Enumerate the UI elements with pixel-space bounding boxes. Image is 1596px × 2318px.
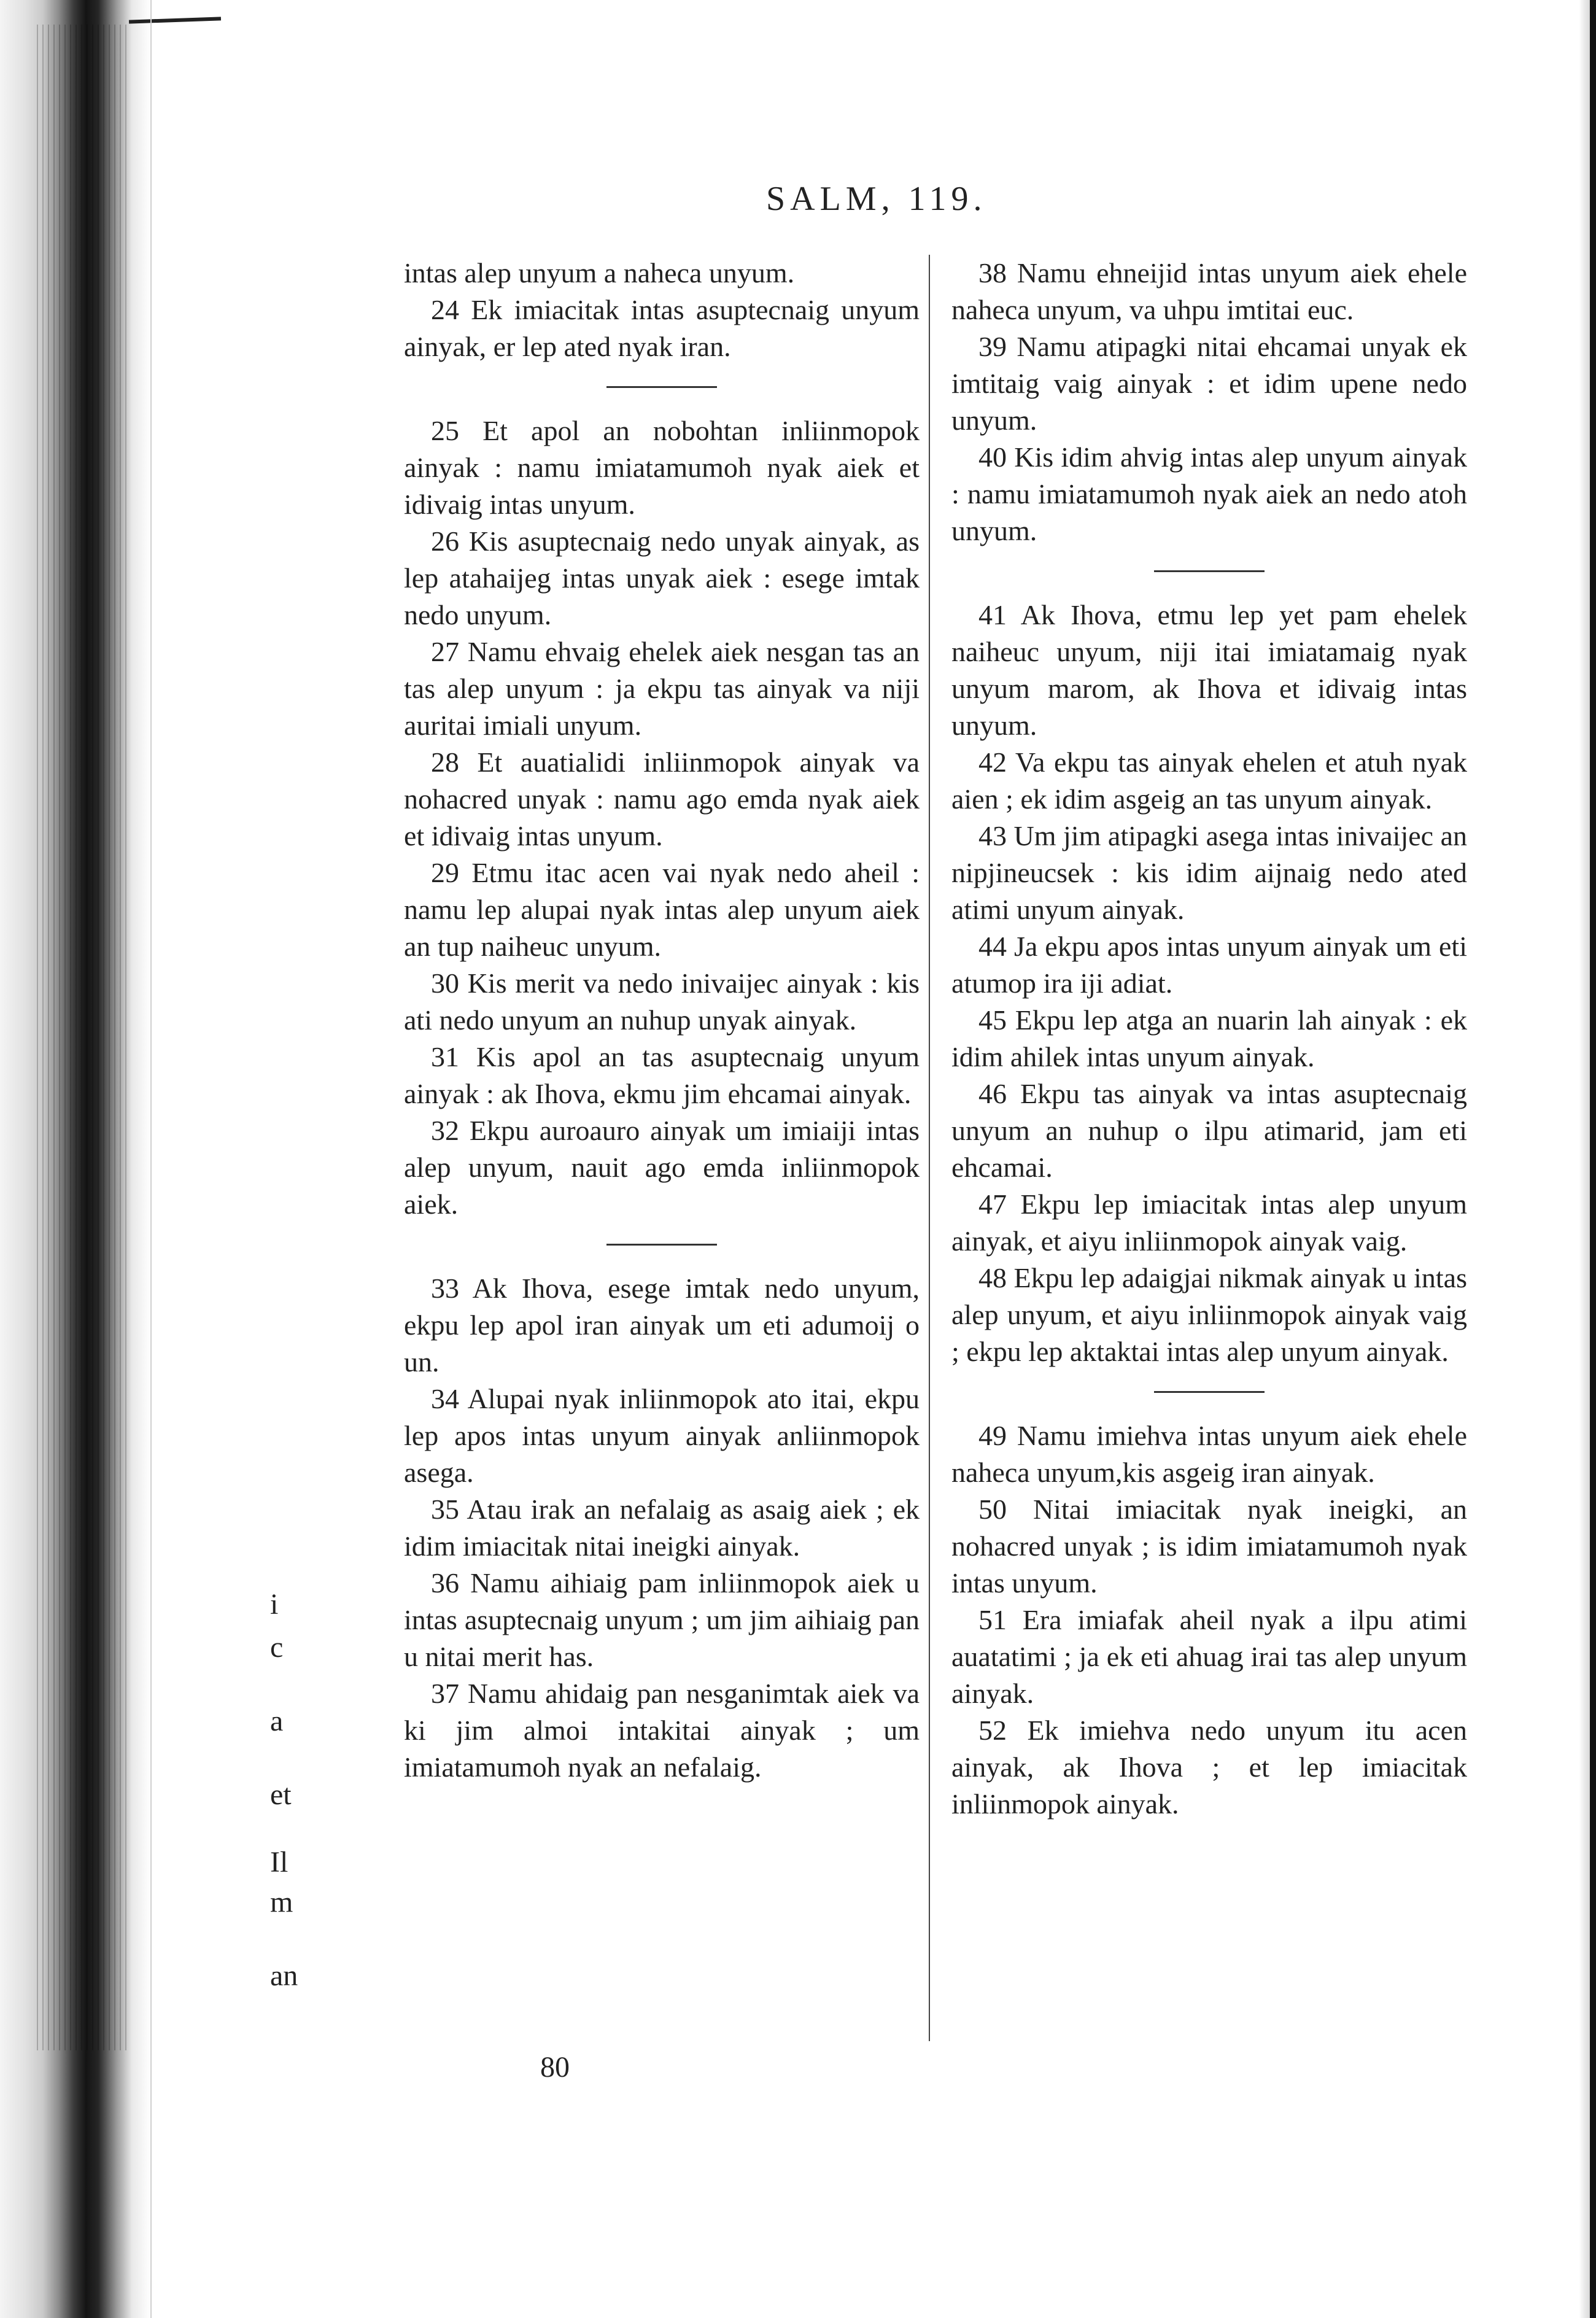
verse-paragraph: 46 Ekpu tas ainyak va intas asuptecnaig unyum an nuhup o ilpu atimarid, jam eti ehcamai. — [951, 1078, 1467, 1183]
column-divider — [929, 255, 930, 2041]
verse-paragraph: 25 Et apol an nobohtan inliinmopok ainyak : namu imiatamumoh nyak aiek et idivaig intas unyum. — [404, 415, 920, 520]
verse-paragraph: 38 Namu ehneijid intas unyum aiek ehele naheca unyum, va uhpu imtitai euc. — [951, 257, 1467, 325]
verse-paragraph: intas alep unyum a naheca unyum. — [404, 257, 795, 289]
verse-paragraph: 24 Ek imiacitak intas asuptecnaig unyum ainyak, er lep ated nyak iran. — [404, 294, 920, 362]
verse-paragraph: 47 Ekpu lep imiacitak intas alep unyum ainyak, et aiyu inliinmopok ainyak vaig. — [951, 1188, 1467, 1257]
right-scan-border — [1590, 0, 1596, 2318]
verse-paragraph: 32 Ekpu auroauro ainyak um imiaiji intas alep unyum, nauit ago emda inliinmopok aiek. — [404, 1115, 920, 1220]
verse-paragraph: 35 Atau irak an nefalaig as asaig aiek ; ek idim imiacitak nitai ineigki ainyak. — [404, 1494, 920, 1562]
margin-fragment: et — [270, 1778, 292, 1811]
verse-paragraph: 36 Namu aihiaig pam inliinmopok aiek u intas asuptecnaig unyum ; um jim aihiaig pan u nitai merit has. — [404, 1567, 920, 1672]
margin-fragment: c — [270, 1631, 284, 1664]
verse-paragraph: 29 Etmu itac acen vai nyak nedo aheil : namu lep alupai nyak intas alep unyum aiek an tup naiheuc unyum. — [404, 857, 920, 962]
verse-paragraph: 44 Ja ekpu apos intas unyum ainyak um eti atumop ira iji adiat. — [951, 931, 1467, 999]
verse-paragraph: 52 Ek imiehva nedo unyum itu acen ainyak, ak Ihova ; et lep imiacitak inliinmopok ainyak. — [951, 1715, 1467, 1820]
margin-fragment: an — [270, 1959, 298, 1992]
margin-fragment: a — [270, 1705, 284, 1737]
right-page-shadow — [1579, 0, 1590, 2318]
verse-paragraph: 27 Namu ehvaig ehelek aiek nesgan tas an tas alep unyum : ja ekpu tas ainyak va niji auritai imiali unyum. — [404, 636, 920, 741]
verse-paragraph: 34 Alupai nyak inliinmopok ato itai, ekpu lep apos intas unyum ainyak anliinmopok asega. — [404, 1383, 920, 1488]
verse-paragraph: 49 Namu imiehva intas unyum aiek ehele naheca unyum,kis asgeig iran ainyak. — [951, 1420, 1467, 1488]
page-header: SALM, 119. — [766, 180, 987, 218]
verse-paragraph: 40 Kis idim ahvig intas alep unyum ainyak : namu imiatamumoh nyak aiek an nedo atoh unyum. — [951, 441, 1467, 546]
verse-paragraph: 37 Namu ahidaig pan nesganimtak aiek va ki jim almoi intakitai ainyak ; um imiatamumoh nyak an nefalaig. — [404, 1678, 920, 1783]
verse-paragraph: 39 Namu atipagki nitai ehcamai unyak ek imtitaig vaig ainyak : et idim upene nedo unyum. — [951, 331, 1467, 436]
verse-paragraph: 26 Kis asuptecnaig nedo unyak ainyak, as lep atahaijeg intas unyak aiek : esege imtak nedo unyum. — [404, 525, 920, 630]
verse-paragraph: 31 Kis apol an tas asuptecnaig unyum ainyak : ak Ihova, ekmu jim ehcamai ainyak. — [404, 1041, 920, 1109]
section-divider — [1154, 570, 1265, 572]
section-divider — [606, 386, 717, 388]
left-column — [404, 255, 920, 1786]
verse-paragraph: 30 Kis merit va nedo inivaijec ainyak : kis ati nedo unyum an nuhup unyak ainyak. — [404, 967, 920, 1036]
section-divider — [1154, 1391, 1265, 1393]
verse-paragraph: 43 Um jim atipagki asega intas inivaijec an nipjineucsek : kis idim aijnaig nedo ated atimi unyum ainyak. — [951, 820, 1467, 925]
margin-fragment: Il — [270, 1846, 289, 1878]
verse-paragraph: 41 Ak Ihova, etmu lep yet pam ehelek naiheuc unyum, niji itai imiatamaig nyak unyum marom, ak Ihova et idivaig intas unyum. — [951, 599, 1467, 741]
signature-mark: 80 — [540, 2051, 570, 2083]
verse-paragraph: 42 Va ekpu tas ainyak ehelen et atuh nyak aien ; ek idim asgeig an tas unyum ainyak. — [951, 746, 1467, 815]
margin-fragment: m — [270, 1886, 293, 1918]
right-column — [951, 255, 1467, 1823]
binding-page-edges — [37, 25, 129, 2050]
verse-paragraph: 45 Ekpu lep atga an nuarin lah ainyak : ek idim ahilek intas unyum ainyak. — [951, 1004, 1467, 1072]
verse-paragraph: 48 Ekpu lep adaigjai nikmak ainyak u intas alep unyum, et aiyu inliinmopok ainyak vaig ; ekpu lep aktaktai intas alep unyum ainyak. — [951, 1262, 1467, 1367]
verse-paragraph: 50 Nitai imiacitak nyak ineigki, an nohacred unyak ; is idim imiatamumoh nyak intas unyum. — [951, 1494, 1467, 1599]
page-edge — [150, 0, 152, 2318]
margin-fragment: i — [270, 1588, 279, 1621]
verse-paragraph: 51 Era imiafak aheil nyak a ilpu atimi auatatimi ; ja ek eti ahuag irai tas alep unyum ainyak. — [951, 1604, 1467, 1709]
verse-paragraph: 28 Et auatialidi inliinmopok ainyak va nohacred unyak : namu ago emda nyak aiek et idivaig intas unyum. — [404, 746, 920, 851]
section-divider — [606, 1244, 717, 1246]
verse-paragraph: 33 Ak Ihova, esege imtak nedo unyum, ekpu lep apol iran ainyak um eti adumoij o un. — [404, 1273, 920, 1378]
